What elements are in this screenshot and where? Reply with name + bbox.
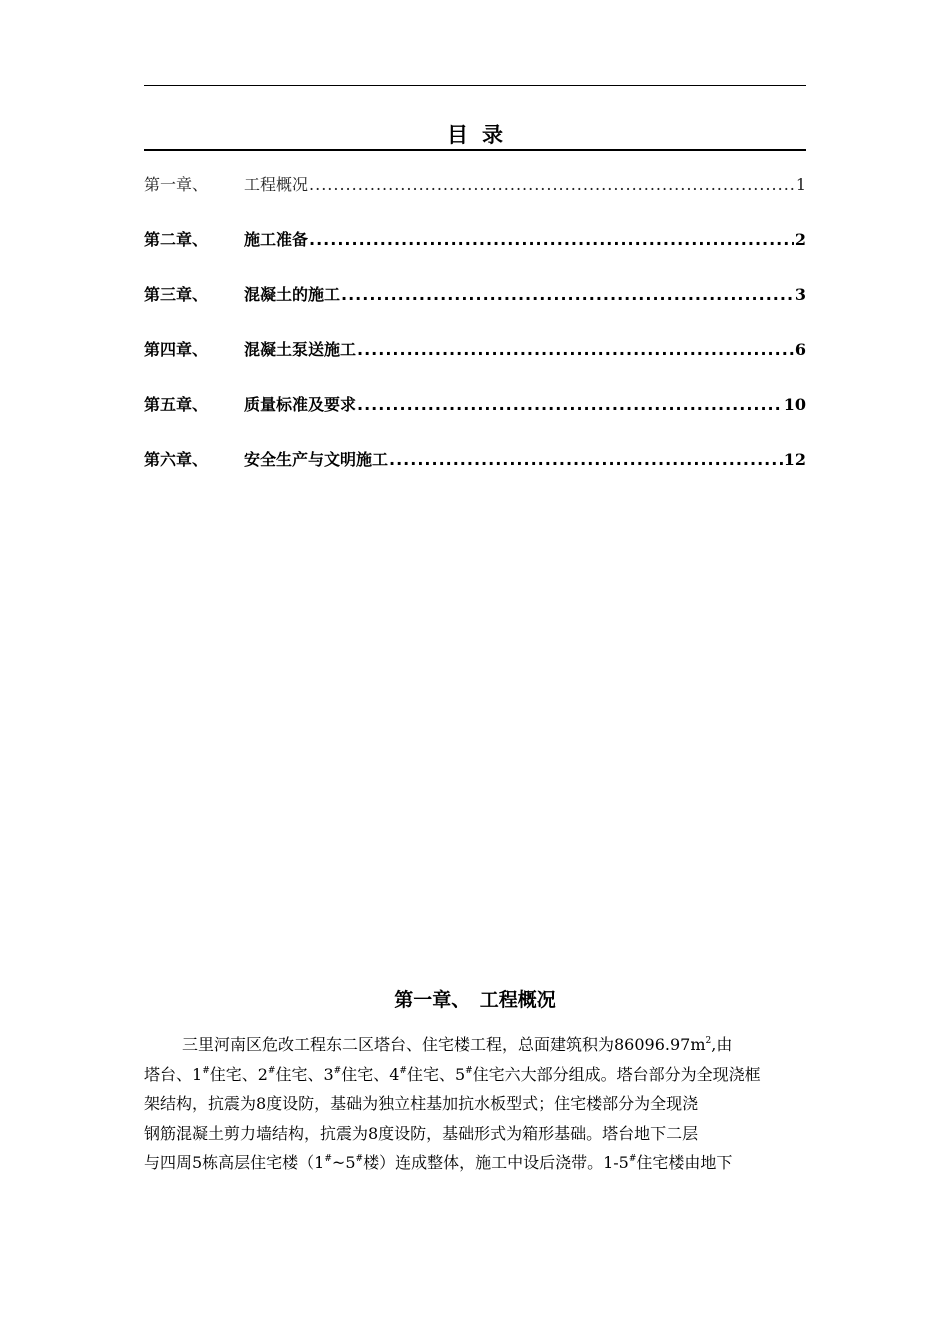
header-rule	[144, 85, 806, 86]
toc-entry-name: 施工准备	[244, 230, 309, 249]
text-run: 三里河南区危改工程东二区塔台、住宅楼工程，总面建筑积为86096.97m	[182, 1035, 706, 1054]
paragraph-line: 钢筋混凝土剪力墙结构，抗震为8度设防，基础形式为箱形基础。塔台地下二层	[144, 1123, 699, 1143]
text-run: 住宅、2	[209, 1064, 268, 1084]
text-run: 住宅六大部分组成。塔台部分为全现浇框	[472, 1064, 761, 1084]
toc-entry-3[interactable]	[144, 283, 806, 307]
toc-entry-number: 第四章、	[144, 340, 209, 359]
text-run: ~5	[331, 1153, 356, 1172]
superscript: #	[333, 1065, 342, 1076]
toc-entry-name: 混凝土泵送施工	[244, 340, 357, 359]
toc-entry-5[interactable]	[144, 393, 806, 417]
toc-leader-dots	[309, 173, 795, 197]
superscript: #	[267, 1065, 276, 1076]
toc-leader-dots	[309, 228, 794, 252]
paragraph-line: 架结构，抗震为8度设防，基础为独立柱基加抗水板型式；住宅楼部分为全现浇	[144, 1094, 699, 1113]
toc-entry-page: 10	[783, 395, 806, 414]
superscript: #	[465, 1065, 473, 1076]
text-run: 与四周5栋高层住宅楼（1	[144, 1153, 325, 1172]
text-run: 住宅、4	[341, 1064, 400, 1084]
toc-entry-page: 2	[794, 230, 806, 249]
toc-entry-6[interactable]	[144, 448, 806, 472]
toc-entry-name: 工程概况	[244, 175, 309, 194]
toc-title-rule	[144, 149, 806, 151]
toc-entry-number: 第五章、	[144, 395, 209, 414]
toc-entry-name: 安全生产与文明施工	[244, 450, 389, 469]
text-run: 住宅楼由地下	[636, 1153, 733, 1172]
text-run: 住宅、3	[275, 1064, 334, 1084]
toc-entry-page: 3	[794, 285, 806, 304]
superscript: 2	[705, 1036, 712, 1046]
paragraph-line	[144, 1148, 806, 1178]
text-run: 住宅、5	[406, 1064, 466, 1084]
superscript: #	[399, 1065, 407, 1076]
toc-entry-number: 第六章、	[144, 450, 209, 469]
toc-leader-dots	[357, 338, 794, 362]
toc-leader-dots	[389, 448, 783, 472]
text-run: ,由	[711, 1035, 733, 1054]
text-run: 塔台、1	[144, 1064, 203, 1084]
toc-entry-number: 第二章、	[144, 230, 209, 249]
toc-entry-number: 第三章、	[144, 285, 209, 304]
paragraph-line	[144, 1030, 806, 1060]
superscript: #	[202, 1065, 210, 1076]
toc-entry-page: 6	[794, 340, 806, 359]
toc-entry-4[interactable]	[144, 338, 806, 362]
chapter-heading: 第一章、 工程概况	[394, 989, 556, 1011]
toc-entry-2[interactable]	[144, 228, 806, 252]
body-paragraph	[144, 1030, 806, 1178]
superscript: #	[355, 1154, 364, 1164]
toc-entry-page: 1	[795, 175, 806, 194]
superscript: #	[324, 1154, 332, 1164]
superscript: #	[628, 1154, 637, 1164]
toc-leader-dots	[341, 283, 794, 307]
toc-entry-1[interactable]	[144, 173, 806, 197]
toc-leader-dots	[357, 393, 783, 417]
toc-entry-number: 第一章、	[144, 175, 209, 194]
paragraph-line	[144, 1060, 806, 1090]
text-run: 楼）连成整体，施工中设后浇带。1-5	[363, 1153, 629, 1172]
toc-title: 目录	[447, 123, 517, 147]
toc-entry-name: 混凝土的施工	[244, 285, 341, 304]
toc-entry-name: 质量标准及要求	[244, 395, 357, 414]
toc-entry-page: 12	[783, 450, 806, 469]
